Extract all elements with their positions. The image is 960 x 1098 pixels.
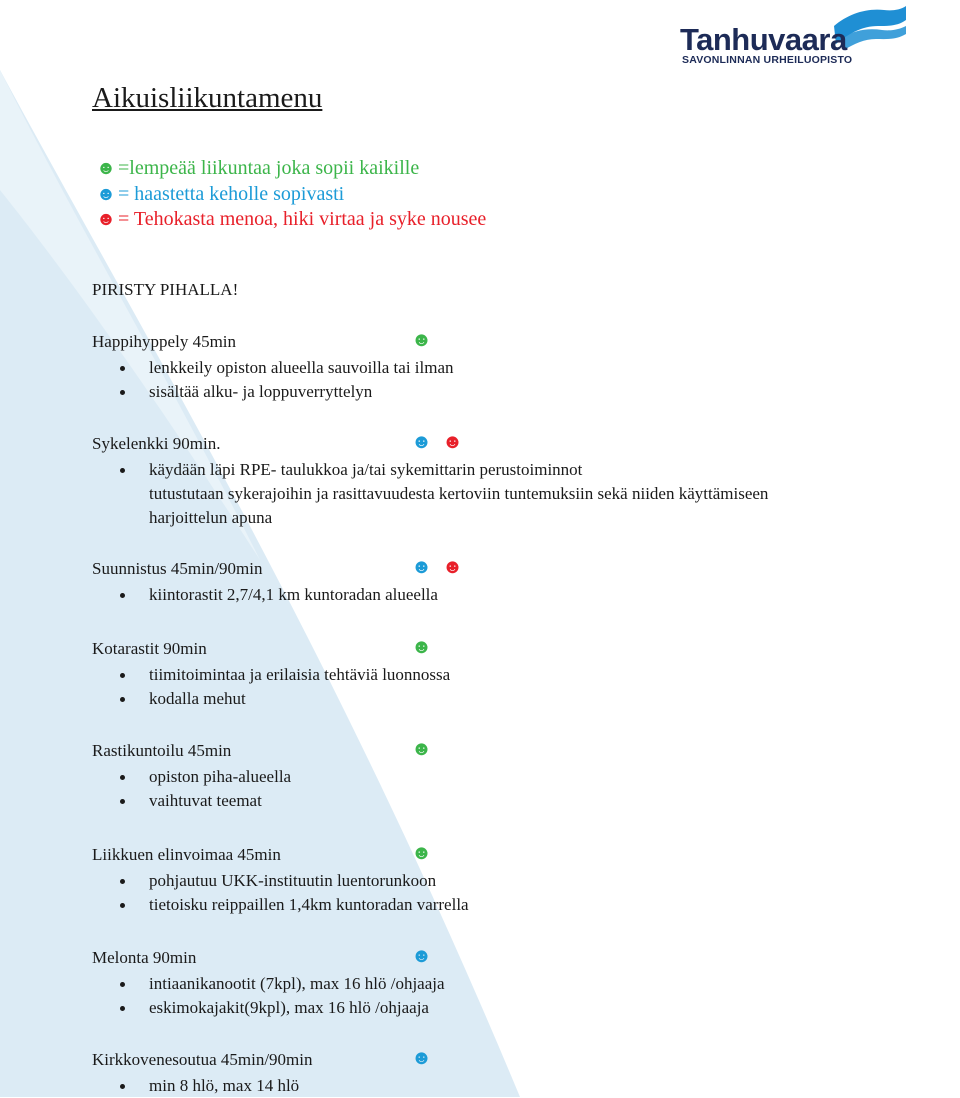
logo-subtitle: SAVONLINNAN URHEILUOPISTO bbox=[682, 54, 853, 66]
bullet-item: intiaanikanootit (7kpl), max 16 hlö /ohjaaja bbox=[118, 972, 918, 996]
activity-bullets bbox=[118, 583, 918, 607]
activity-title: Rastikuntoilu 45min bbox=[92, 741, 232, 760]
activity-bullets bbox=[118, 458, 918, 530]
bullet-item: vaihtuvat teemat bbox=[118, 789, 918, 813]
activity-bullets bbox=[118, 972, 918, 1020]
activity-bullets bbox=[118, 869, 918, 917]
bullet-continuation: tutustutaan sykerajoihin ja rasittavuudesta kertoviin tuntemuksiin sekä niiden käyttämiseen bbox=[149, 484, 769, 503]
activity-rating bbox=[411, 329, 442, 351]
smiley-blue-icon: ☻ bbox=[96, 184, 116, 205]
activity-rating bbox=[411, 431, 473, 453]
smiley-green-icon: ☻ bbox=[411, 329, 433, 351]
bullet-item: pohjautuu UKK-instituutin luentorunkoon bbox=[118, 869, 918, 893]
activity-bullets bbox=[118, 1074, 918, 1098]
activity-title: Happihyppely 45min bbox=[92, 332, 237, 351]
activity-title: Melonta 90min bbox=[92, 948, 197, 967]
page-title: Aikuisliikuntamenu bbox=[92, 82, 323, 114]
activity-title: Kirkkovenesoutua 45min/90min bbox=[92, 1050, 313, 1069]
bullet-item: eskimokajakit(9kpl), max 16 hlö /ohjaaja bbox=[118, 996, 918, 1020]
smiley-blue-icon: ☻ bbox=[411, 945, 433, 967]
activity-rating bbox=[411, 738, 442, 760]
smiley-red-icon: ☻ bbox=[442, 431, 464, 453]
activity-bullets bbox=[118, 356, 918, 404]
bullet-continuation: harjoittelun apuna bbox=[149, 508, 273, 527]
smiley-red-icon: ☻ bbox=[96, 209, 116, 230]
activity-title: Suunnistus 45min/90min bbox=[92, 559, 263, 578]
bullet-item: kodalla mehut bbox=[118, 687, 918, 711]
legend-text: = haastetta keholle sopivasti bbox=[118, 183, 345, 205]
smiley-green-icon: ☻ bbox=[411, 636, 433, 658]
smiley-red-icon: ☻ bbox=[442, 556, 464, 578]
activity-title: Kotarastit 90min bbox=[92, 639, 207, 658]
bullet-item: lenkkeily opiston alueella sauvoilla tai ilman bbox=[118, 356, 918, 380]
bullet-item: min 8 hlö, max 14 hlö bbox=[118, 1074, 918, 1098]
legend-row-blue bbox=[96, 182, 344, 207]
bullet-item: tietoisku reippaillen 1,4km kuntoradan varrella bbox=[118, 893, 918, 917]
activity-rating bbox=[411, 842, 442, 864]
section-title: PIRISTY PIHALLA! bbox=[92, 280, 239, 299]
activity-rating bbox=[411, 556, 473, 578]
activity-rating bbox=[411, 636, 442, 658]
bullet-item: opiston piha-alueella bbox=[118, 765, 918, 789]
bullet-item: kiintorastit 2,7/4,1 km kuntoradan alueella bbox=[118, 583, 918, 607]
bullet-item: käydään läpi RPE- taulukkoa ja/tai sykemittarin perustoiminnot bbox=[118, 458, 918, 482]
legend-row-green bbox=[96, 156, 419, 181]
tanhuvaara-logo bbox=[676, 4, 908, 70]
bullet-item: sisältää alku- ja loppuverryttelyn bbox=[118, 380, 918, 404]
smiley-green-icon: ☻ bbox=[411, 738, 433, 760]
logo-wordmark: Tanhuvaara bbox=[680, 22, 847, 57]
activity-rating bbox=[411, 1047, 442, 1069]
activity-bullets bbox=[118, 663, 918, 711]
legend-row-red bbox=[96, 207, 486, 232]
activity-title: Sykelenkki 90min. bbox=[92, 434, 221, 453]
smiley-blue-icon: ☻ bbox=[411, 431, 433, 453]
legend-text: =lempeää liikuntaa joka sopii kaikille bbox=[118, 157, 420, 179]
smiley-green-icon: ☻ bbox=[411, 842, 433, 864]
activity-rating bbox=[411, 945, 442, 967]
bullet-item: tiimitoimintaa ja erilaisia tehtäviä luonnossa bbox=[118, 663, 918, 687]
legend-text: = Tehokasta menoa, hiki virtaa ja syke nousee bbox=[118, 208, 487, 230]
smiley-green-icon: ☻ bbox=[96, 158, 116, 179]
smiley-blue-icon: ☻ bbox=[411, 556, 433, 578]
smiley-blue-icon: ☻ bbox=[411, 1047, 433, 1069]
activity-bullets bbox=[118, 765, 918, 813]
activity-title: Liikkuen elinvoimaa 45min bbox=[92, 845, 281, 864]
